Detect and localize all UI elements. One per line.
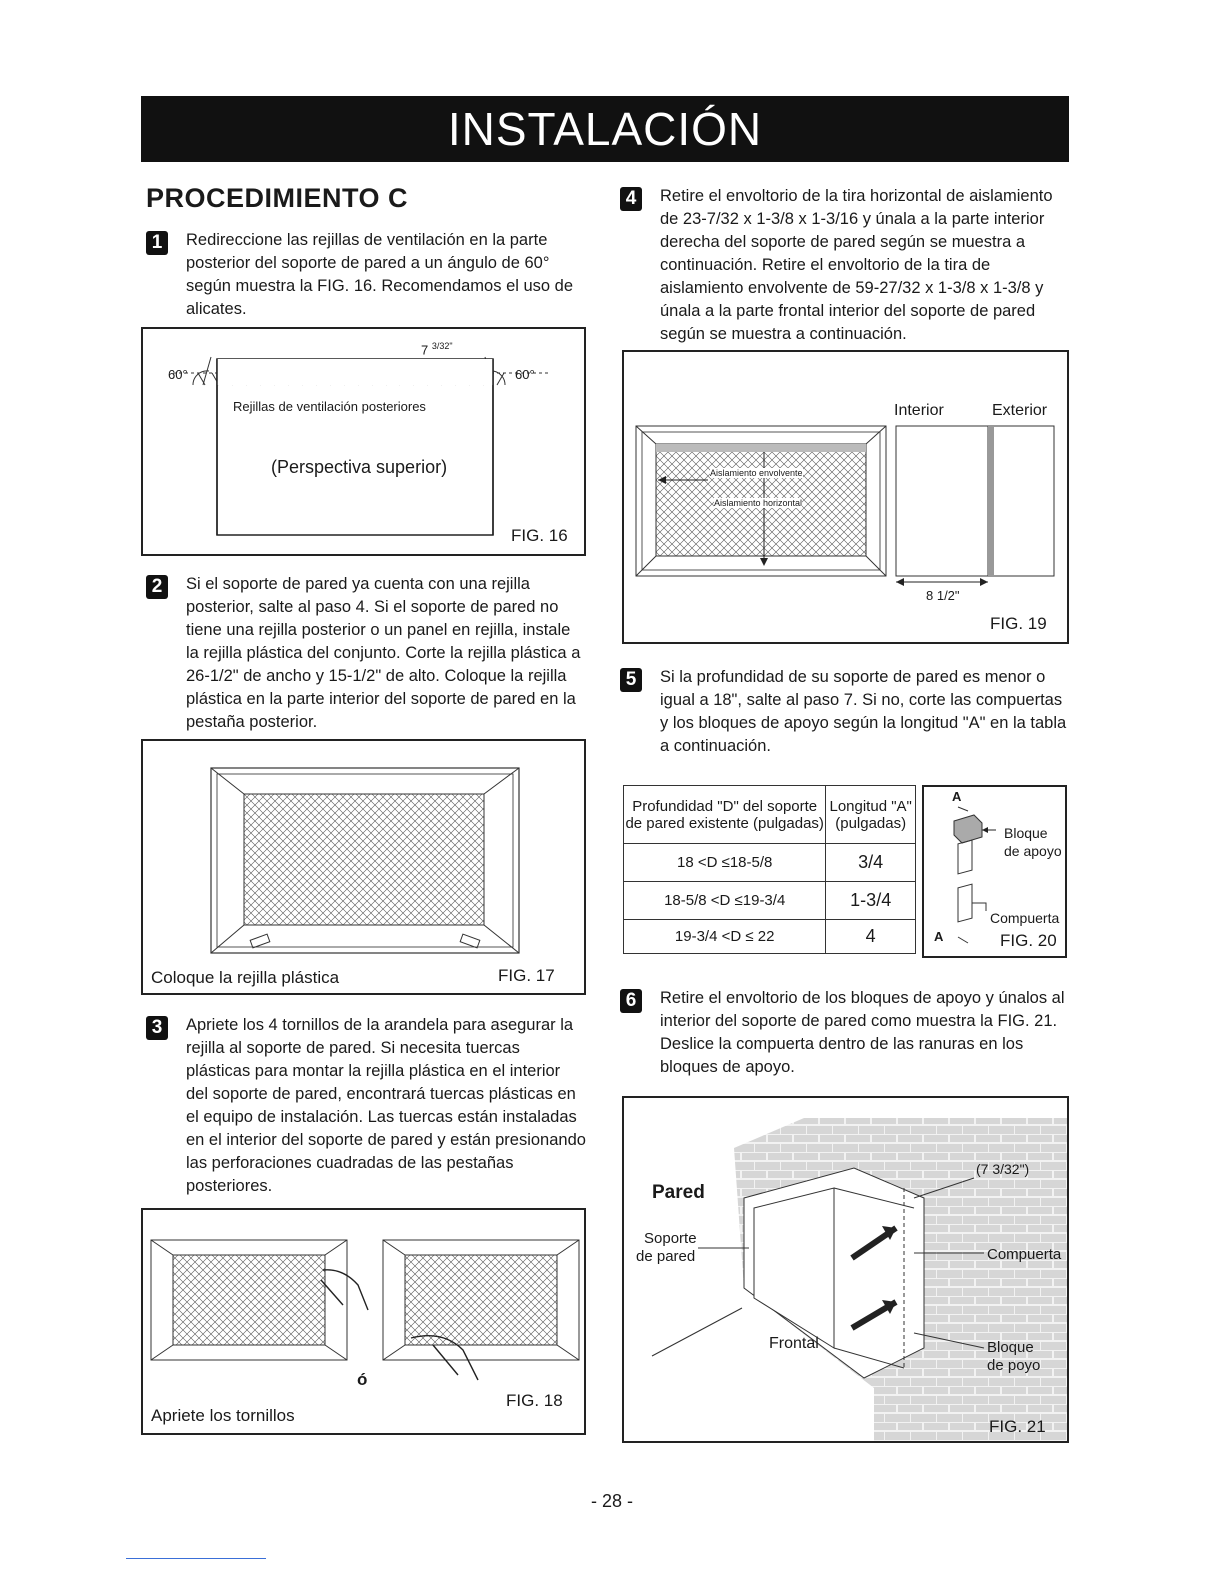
fig16-frame <box>141 327 586 556</box>
table-header-depth: Profundidad "D" del soporte de pared existente (pulgadas) <box>624 786 826 844</box>
fig21-support-2: de pared <box>636 1248 696 1265</box>
step-text: Retire el envoltorio de los bloques de apoyo y únalos al interior del soporte de pared como muestra la FIG. 21. Deslice la compuerta dentro de las ranuras en los bloques de apoyo. <box>660 989 1065 1076</box>
fig18-label: FIG. 18 <box>506 1391 563 1410</box>
step-number: 5 <box>620 668 642 692</box>
fig20-block-1: Bloque <box>1004 825 1048 841</box>
fig19-diagram <box>624 352 1067 642</box>
step-5 <box>620 666 1070 758</box>
fig18-or: ó <box>357 1370 368 1389</box>
step-text: Apriete los 4 tornillos de la arandela para asegurar la rejilla al soporte de pared. Si necesita tuercas plásticas para montar la rejilla plástica en el interior del soporte de pared, encontrará tuercas plásticas en el equipo de instalación. Las tuercas están instaladas en el interior del soporte de pared y están presionando las perforaciones cuadradas de las pestañas posteriores. <box>186 1016 586 1195</box>
fig21-block-2: de poyo <box>987 1357 1041 1374</box>
fig19-interior: Interior <box>894 402 944 419</box>
fig21-wall: Pared <box>652 1182 705 1203</box>
step-text: Si la profundidad de su soporte de pared es menor o igual a 18", salte al paso 7. Si no, corte las compuertas y los bloques de apoyo según la longitud "A" en la tabla a continuación. <box>660 668 1067 755</box>
step-6 <box>620 987 1070 1079</box>
page-number: - 28 - <box>590 1491 633 1511</box>
fig20-gate: Compuerta <box>990 910 1060 926</box>
table-row: 18 <D ≤18-5/8 3/4 <box>624 844 916 882</box>
fig18-caption: Apriete los tornillos <box>151 1406 295 1425</box>
fig16-view-label: (Perspectiva superior) <box>271 457 448 477</box>
fig19-dimension: 8 1/2" <box>926 588 960 603</box>
fig17-label: FIG. 17 <box>498 966 555 985</box>
fig21-front: Frontal <box>769 1335 819 1352</box>
step-number: 4 <box>620 187 642 211</box>
step-text: Redireccione las rejillas de ventilación en la parte posterior del soporte de pared a un ángulo de 60° según muestra la FIG. 16. Recomendamos el uso de alicates. <box>186 231 574 318</box>
fig20-a-top: A <box>952 789 962 804</box>
fig21-label: FIG. 21 <box>989 1417 1046 1436</box>
fig16-angle-right: 60° <box>515 367 535 382</box>
fig17-diagram <box>143 741 584 993</box>
step-number: 3 <box>146 1016 168 1040</box>
fig21-support-1: Soporte <box>644 1230 697 1247</box>
procedure-title: PROCEDIMIENTO C <box>146 183 409 213</box>
fig16-label: FIG. 16 <box>511 526 568 545</box>
fig21-frame <box>622 1096 1069 1443</box>
fig21-dimension: (7 3/32") <box>976 1161 1030 1177</box>
fig17-caption: Coloque la rejilla plástica <box>151 968 340 987</box>
fig20-block-2: de apoyo <box>1004 843 1062 859</box>
fig21-block-1: Bloque <box>987 1339 1034 1356</box>
fig16-angle-left: 60° <box>168 367 188 382</box>
fig21-gate: Compuerta <box>987 1246 1062 1263</box>
table-row: 18-5/8 <D ≤19-3/4 1-3/4 <box>624 882 916 920</box>
fig20-label: FIG. 20 <box>1000 931 1057 950</box>
fig21-diagram <box>624 1098 1067 1441</box>
fig19-horiz-label: Aislamiento horizontal <box>714 498 803 508</box>
fig19-wrap-label: Aislamiento envolvente <box>710 468 803 478</box>
fig20-frame <box>922 785 1067 958</box>
fig18-frame <box>141 1208 586 1435</box>
fig19-frame <box>622 350 1069 644</box>
table-row: 19-3/4 <D ≤ 22 4 <box>624 920 916 954</box>
step-number: 1 <box>146 231 168 255</box>
fig20-a-bottom: A <box>934 929 944 944</box>
step-number: 2 <box>146 575 168 599</box>
step-text: Retire el envoltorio de la tira horizontal de aislamiento de 23-7/32 x 1-3/8 x 1-3/16 y únala a la parte interior derecha del soporte de pared según se muestra a continuación. Retire el envoltorio de la tira de aislamiento envolvente de 59-27/32 x 1-3/8 x 1-3/8 y únala a la parte frontal interior del soporte de pared según se muestra a continuación. <box>660 187 1053 343</box>
fig17-frame <box>141 739 586 995</box>
fig19-exterior: Exterior <box>992 402 1048 419</box>
length-table <box>623 785 916 954</box>
step-2 <box>146 573 586 734</box>
table-header-length: Longitud "A" (pulgadas) <box>826 786 916 844</box>
section-banner: INSTALACIÓN <box>141 96 1069 162</box>
step-1 <box>146 229 586 321</box>
step-3 <box>146 1014 586 1198</box>
step-4 <box>620 185 1070 346</box>
step-number: 6 <box>620 989 642 1013</box>
fig16-dimension: 7 $^{3/32"}$ <box>421 341 453 358</box>
footer-rule <box>126 1558 266 1559</box>
fig16-vents-label: Rejillas de ventilación posteriores <box>233 399 426 414</box>
fig16-diagram <box>143 329 584 554</box>
step-text: Si el soporte de pared ya cuenta con una rejilla posterior, salte al paso 4. Si el soporte de pared no tiene una rejilla posterior o un panel en rejilla, instale la rejilla plástica del conjunto. Corte la rejilla plástica a 26-1/2" de ancho y 15-1/2" de alto. Coloque la rejilla plástica en la parte interior del soporte de pared en la pestaña posterior. <box>186 575 581 731</box>
fig19-label: FIG. 19 <box>990 614 1047 633</box>
